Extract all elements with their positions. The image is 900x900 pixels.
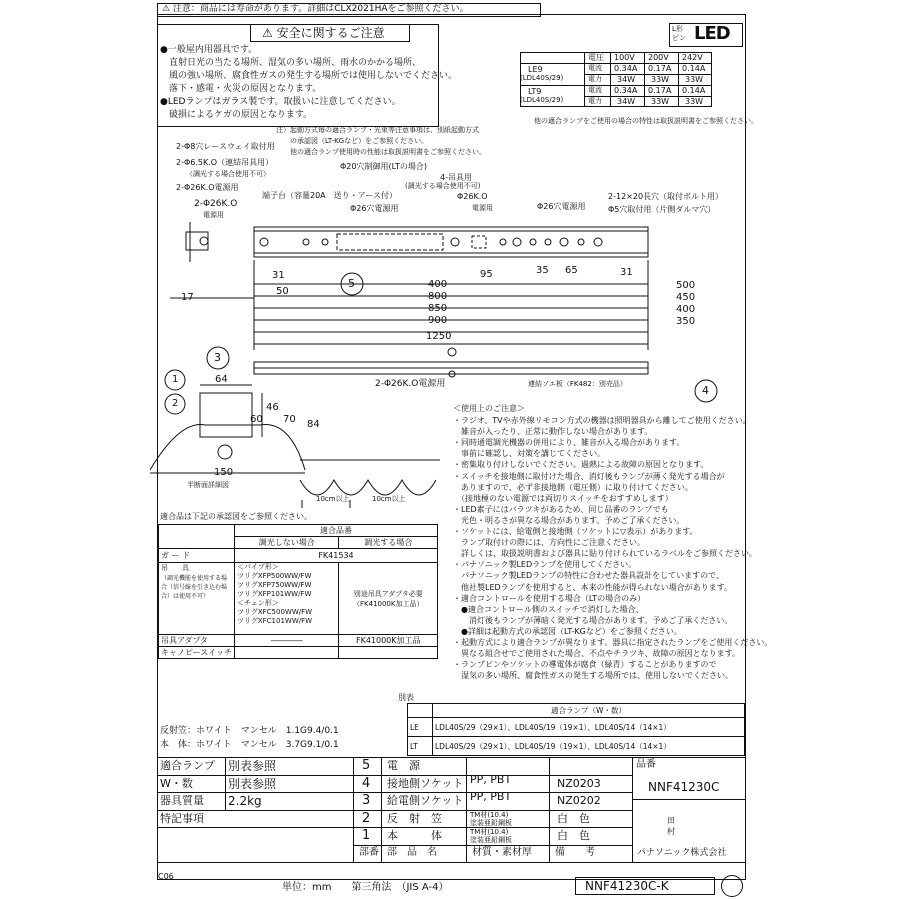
label-section: 半断面詳細図 (187, 481, 229, 489)
dim-17: 17 (181, 292, 194, 303)
callout-1: 1 (172, 374, 179, 385)
part-no: 3 (362, 793, 371, 808)
safety-line: 風の強い場所、腐食性ガスの発生する場所では使用しないでください。 (160, 71, 458, 81)
model-label: 品番 (636, 759, 656, 770)
usage-line: ランプ取付けの際には、方向性にご注意ください。 (453, 538, 645, 548)
drawing-note: の承認図（LT-KGなど）をご参照ください。 (276, 137, 429, 145)
spec-value: 0.14A (682, 86, 706, 95)
callout-5: 5 (348, 277, 355, 290)
part-name: 給電側ソケット (387, 794, 464, 807)
spec-value: 0.34A (614, 64, 638, 73)
title-rule (381, 757, 382, 862)
part-note: NZ0203 (557, 776, 601, 790)
part-no: 5 (362, 758, 371, 773)
revision-circle (721, 875, 743, 897)
usage-line: 詳しくは、取扱説明書および器具に貼り付けられているラベルをご参照ください。 (453, 549, 757, 559)
label-ko26-a: 2-Φ26K.O電源用 (176, 183, 239, 192)
spec-key: 適合ランプ (160, 759, 215, 772)
parts-head: 材質・素材厚 (472, 846, 532, 858)
dim-1250: 1250 (426, 331, 452, 342)
dim-31-left: 31 (272, 270, 285, 281)
spec-value: 別表参照 (228, 759, 277, 773)
part-name: 本 体 (387, 829, 442, 842)
dim-800: 800 (428, 291, 448, 302)
dim-350: 350 (676, 316, 696, 327)
options-table: 適合品番 調光しない場合 調光する場合 ガ ー ド FK41534 吊 具 （調光機能を使用する場合（信号線を引き込む場合）は使用不可） ＜パイプ形＞ ツリグXFP500WW/FW ツリグXFP750WW/FW ツリグXFP101WW/FW ＜チェン形＞ ツリグXFC500WW/FW ツリグXFC101WW/FW 別途吊具アダプタ必要 （FK41000K加工品） 吊具アダプタ ―――― FK41000K加工品 キャノピースイッチ (158, 524, 438, 659)
usage-line: ・起動方式により適合ランプが異なります。器具に指定されたランプをご使用ください。 (453, 638, 773, 647)
spec-value: 別表参照 (228, 776, 277, 791)
company-name: パナソニック株式会社 (637, 847, 727, 858)
finish-body: 本 体：ホワイト マンセル 3.7G9.1/0.1 (160, 740, 339, 750)
part-note: 白 色 (557, 829, 590, 842)
dim-84: 84 (307, 419, 320, 430)
usage-line: 消灯後もランプが薄暗く発光する場合があります。予めご了承ください。 (453, 615, 733, 625)
label-joint: 連結ソエ板（FK482：別売品） (528, 380, 627, 388)
callout-2: 2 (172, 398, 179, 409)
label-hang: 4-吊具用 (440, 173, 472, 182)
part-no: 4 (362, 775, 371, 791)
dim-64: 64 (215, 374, 228, 385)
usage-title: ＜使用上のご注意＞ (453, 404, 525, 413)
parts-head: 部 品 名 (387, 846, 437, 858)
usage-line: ・ランプピンやソケットの導電体が腐食（緑青）することがありますので (453, 660, 717, 670)
led-badge-text: LED (694, 23, 730, 44)
dim-400-left: 400 (428, 279, 448, 290)
usage-line: ・ソケットには、給電側と接地側（ソケットに▽表示）があります。 (453, 527, 698, 536)
spec-label: 電流 (588, 86, 602, 94)
spec-label: 電力 (588, 97, 602, 105)
part-note: NZ0202 (557, 794, 601, 807)
spec-key: 特記事項 (160, 811, 204, 825)
spec-key: W・数 (160, 776, 193, 790)
safety-line: 破損によるケガの原因となります。 (160, 110, 313, 120)
part-name: 電 源 (387, 759, 420, 772)
safety-line: ●一般屋内用器具です。 (160, 45, 258, 55)
usage-line: ●適合コントロール側のスイッチで消灯した場合、 (453, 604, 644, 614)
drawing-number: NNF41230C-K (585, 879, 669, 893)
dim-60: 60 (250, 414, 263, 425)
footer-code: C06 (158, 872, 174, 881)
spec-value: 34W (617, 97, 636, 106)
dim-10cm-b: 10cm以上 (372, 495, 406, 503)
dim-35: 35 (536, 265, 549, 276)
label-hole5: Φ5穴取付用（片側ダルマ穴） (608, 205, 716, 214)
usage-line: 雑音が入ったり、正常に動作しない場合があります。 (453, 427, 653, 437)
usage-line: ・パナソニック製LEDランプを使用してください。 (453, 560, 637, 570)
spec-value: 2.2kg (228, 794, 262, 808)
spec-value: 0.14A (682, 64, 706, 73)
usage-line: 光色・明るさが異なる場合があります。予めご了承ください。 (453, 515, 685, 525)
callout-4: 4 (702, 384, 709, 397)
spec-value: 0.17A (648, 64, 672, 73)
spec-model: LE9 (528, 65, 543, 74)
dim-50: 50 (276, 286, 289, 297)
usage-line: ●詳細は起動方式の承認図（LT-KGなど）をご参照ください。 (453, 626, 682, 636)
usage-line: 他社製LEDランプを使用すると、本来の性能が得られない場合があります。 (453, 582, 733, 592)
dim-65: 65 (565, 265, 578, 276)
led-badge-small: L形 ピン (672, 25, 686, 42)
notice-text: ⚠ 注意：商品には寿命があります。詳細はCLX2021HAをご参照ください。 (162, 4, 469, 14)
spec-note: 他の適合ランプをご使用の場合の特性は取扱説明書をご参照ください。 (534, 117, 758, 125)
spec-label: 電流 (588, 64, 602, 72)
label-hole20: Φ20穴制御用(LTの場合) (340, 162, 427, 171)
stamp-b: 村 (667, 827, 675, 836)
label-ko26-c2: 電源用 (472, 204, 493, 212)
dim-70: 70 (283, 414, 296, 425)
label-hang2: (調光する場合使用不可) (405, 182, 481, 190)
spec-value: 33W (685, 97, 704, 106)
label-hole26b: Φ26穴電源用 (537, 202, 586, 211)
spec-rule (584, 52, 585, 107)
usage-line: ・同時通電調光機器の併用により、雑音が入る場合があります。 (453, 438, 685, 448)
spec-value: 0.34A (614, 86, 638, 95)
parts-head: 部番 (359, 846, 379, 858)
spec-model-sub: (LDL40S/29) (520, 74, 564, 82)
title-rule (157, 862, 746, 863)
spec-rule (610, 52, 611, 107)
part-material: TM材(10.4) 塗装亜鉛鋼板 (470, 810, 512, 827)
part-name: 接地側ソケット (387, 776, 464, 790)
spec-rule (584, 96, 712, 97)
title-rule (157, 810, 353, 811)
spec-model: LT9 (528, 87, 542, 96)
spec-head-cell: 242V (682, 53, 703, 62)
usage-line: （接地極のない電源では両切りスイッチをおすすめします） (453, 493, 673, 503)
label-ko26-c: Φ26K.O (457, 192, 488, 201)
usage-line: 異なる組合せでご使用された場合、不点やチラツキ、故障の原因となります。 (453, 649, 741, 659)
label-ko26-bottom: 2-Φ26K.O電源用 (375, 379, 446, 389)
title-rule (632, 799, 746, 800)
part-no: 2 (362, 810, 371, 826)
label-slot: 2-12×20長穴（取付ボルト用） (608, 192, 724, 201)
usage-line: パナソニック製LEDランプの特性に合わせた器具設計をしていますので、 (453, 571, 724, 581)
spec-value: 33W (651, 97, 670, 106)
safety-line: 直射日光の当たる場所、湿気の多い場所、雨水のかかる場所、 (160, 58, 422, 68)
title-rule (157, 792, 353, 793)
reflector-section (150, 425, 305, 470)
usage-line: ・LED素子にはバラツキがあるため、同じ品番のランプでも (453, 504, 669, 514)
usage-line: ・適合コントロールを使用する場合（LTの場合のみ） (453, 593, 646, 603)
title-rule (157, 775, 353, 776)
dim-46: 46 (266, 402, 279, 413)
part-material: TM材(10.4) 塗装亜鉛鋼板 (470, 828, 512, 844)
footer-unit: 単位：mm 第三角法 （JIS A-4） (282, 882, 449, 893)
title-rule (549, 757, 550, 862)
label-ko26-b2: 電源用 (203, 211, 224, 219)
part-name: 反 射 笠 (387, 811, 442, 825)
label-terminal: 端子台（容量20A 送り・アース付） (262, 191, 398, 200)
part-material: PP, PBT (470, 772, 512, 786)
usage-line: 湿気の多い場所、腐食性ガスの発生する場所では、使用しないでください。 (453, 671, 733, 681)
finish-reflector: 反射笠：ホワイト マンセル 1.1G9.4/0.1 (160, 726, 339, 736)
model-number: NNF41230C (648, 780, 720, 794)
label-dimmer-note: （調光する場合使用不可） (186, 170, 270, 178)
options-title: 適合品は下記の承認図をご参照ください。 (160, 512, 312, 521)
dim-400-right: 400 (676, 304, 696, 315)
spec-rule (520, 63, 712, 64)
title-rule (157, 827, 353, 828)
callout-3: 3 (214, 351, 221, 364)
dim-450: 450 (676, 292, 696, 303)
title-rule (225, 757, 226, 810)
spec-head-cell: 電圧 (588, 53, 604, 62)
spec-rule (678, 52, 679, 107)
title-rule (157, 757, 746, 758)
lamp-table: 適合ランプ（W・数） LE LDL40S/29（29×1）、LDL40S/19（19×1）、LDL40S/14（14×1） LT LDL40S/29（29×1）、LDL40S/19（19×1）、LDL40S/14（14×1） (407, 703, 745, 756)
title-rule (466, 757, 467, 862)
dim-850: 850 (428, 303, 448, 314)
label-raceway: 2-Φ8穴レースウェイ取付用 (176, 142, 275, 151)
label-hole65: 2-Φ6.5K.O（連結吊具用） (176, 158, 274, 167)
part-no: 1 (362, 828, 371, 843)
spec-rule (584, 74, 712, 75)
spec-head-cell: 200V (648, 53, 669, 62)
safety-title: ⚠ 安全に関するご注意 (262, 26, 385, 40)
label-ko26-b: 2-Φ26K.O (194, 199, 238, 209)
title-rule (632, 757, 633, 862)
dim-10cm-a: 10cm以上 (316, 495, 350, 503)
usage-line: ・スイッチを接地側に取付けた場合、消灯後もランプが薄く発光する場合が (453, 471, 725, 481)
spec-label: 電力 (588, 75, 602, 83)
part-material: PP, PBT (470, 790, 512, 803)
label-hole26a: Φ26穴電源用 (350, 204, 399, 213)
usage-line: ・ラジオ、TVや赤外線リモコン方式の機器は照明器具から離してご使用ください。 (453, 416, 751, 425)
spec-model-sub: (LDL40S/29) (520, 96, 564, 104)
spec-value: 0.17A (648, 86, 672, 95)
dim-95: 95 (480, 269, 493, 280)
spec-rule (520, 85, 712, 86)
title-rule (353, 845, 632, 846)
safety-line: 落下・感電・火災の原因となります。 (160, 84, 322, 94)
spec-rule (644, 52, 645, 107)
usage-line: ・密集取り付けしないでください。過熱による故障の原因となります。 (453, 460, 709, 470)
dim-900: 900 (428, 315, 448, 326)
usage-line: ありますので、必ず非接地側（電圧側）に取り付けてください。 (453, 482, 693, 492)
drawing-note: 注）起動方式毎の適合ランプ・光束等注意事項は、別紙起動方式 (276, 126, 479, 134)
usage-line: 事前に確認し、対策を講じてください。 (453, 449, 605, 459)
drawing-note: 他の適合ランプ使用時の性能は取扱説明書をご参照ください。 (276, 148, 486, 156)
spec-key: 器具質量 (160, 794, 204, 807)
part-note: 白 色 (557, 811, 590, 825)
spec-value: 33W (685, 75, 704, 84)
safety-line: ●LEDランプはガラス製です。取扱いに注意してください。 (160, 97, 401, 107)
spec-head-cell: 100V (614, 53, 635, 62)
dim-31-right: 31 (620, 267, 633, 278)
dim-150: 150 (214, 467, 234, 478)
dim-500: 500 (676, 280, 696, 291)
lamp-table-title: 別表 (398, 693, 414, 702)
spec-value: 34W (617, 75, 636, 84)
spec-value: 33W (651, 75, 670, 84)
stamp-a: 田 (667, 816, 675, 825)
parts-head: 備 考 (555, 846, 595, 858)
